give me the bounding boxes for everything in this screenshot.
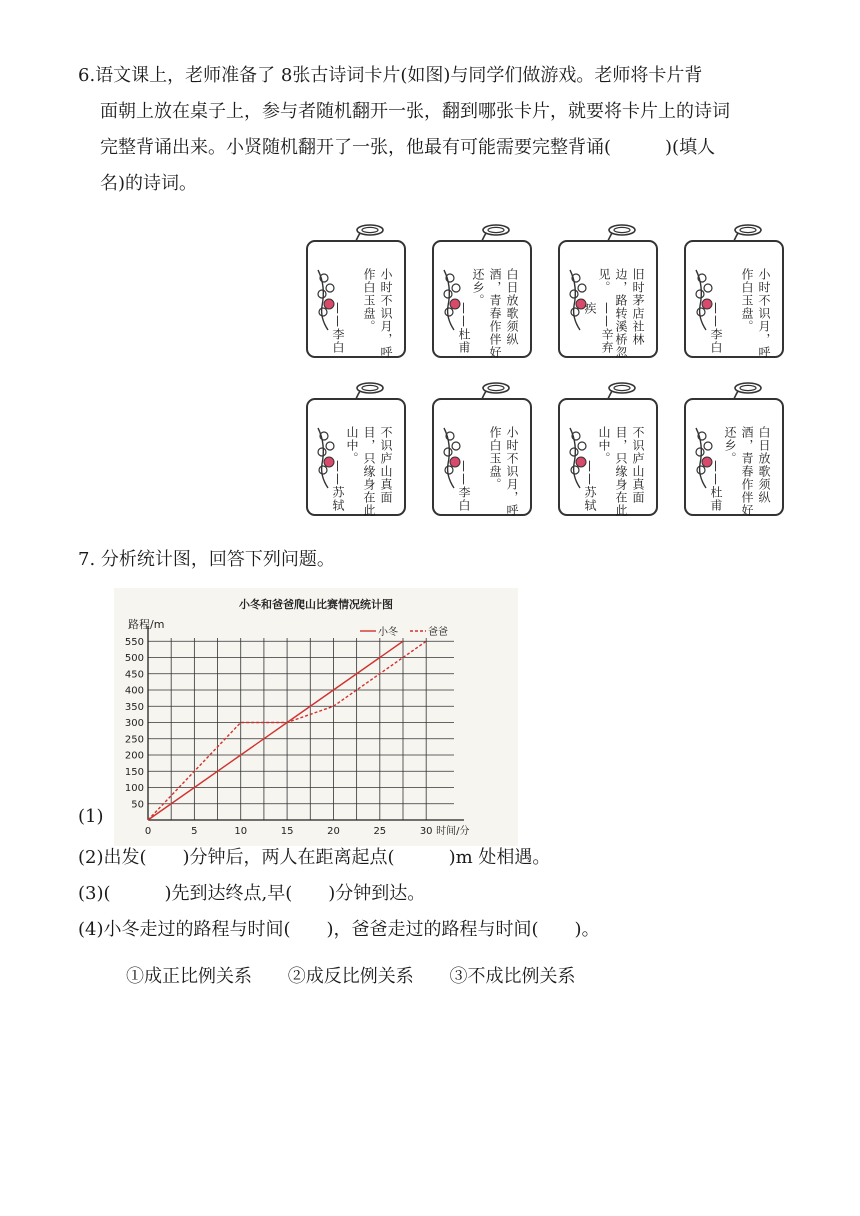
poem-card: [306, 222, 404, 359]
card-author: ——辛弃疾: [583, 302, 614, 354]
card-verse: 不识庐山真面目，只缘身在此山中。: [345, 426, 393, 517]
x-tick-label: 10: [234, 826, 248, 837]
chart-svg: [114, 588, 518, 846]
x-tick-label: 25: [373, 826, 387, 837]
card-body: [306, 398, 406, 516]
q6-line-2: 面朝上放在桌子上，参与者随机翻开一张，翻到哪张卡片，就要将卡片上的诗词: [100, 101, 730, 122]
q7-sub-1: (1): [78, 806, 104, 827]
poem-cards: [306, 222, 806, 530]
card-author: ——杜甫: [457, 302, 471, 354]
card-body: [558, 240, 658, 358]
x-tick-label: 30: [419, 826, 433, 837]
y-tick-label: 200: [124, 750, 144, 762]
card-verse: 小时不识月，呼作白玉盘。: [362, 268, 393, 359]
option-3: ③不成比例关系: [449, 966, 576, 987]
y-tick-label: 50: [131, 799, 144, 811]
card-verse: 白日放歌须纵酒，青春作伴好还乡。: [471, 268, 519, 359]
option-1: ①成正比例关系: [126, 966, 252, 987]
card-author: ——苏轼: [583, 460, 597, 512]
option-2: ②成反比例关系: [287, 966, 414, 987]
y-tick-label: 300: [124, 718, 144, 729]
q7-sub-3: (3)( )先到达终点,早( )分钟到达。: [78, 883, 426, 904]
card-verse: 旧时茅店社林边，路转溪桥忽见。: [597, 268, 645, 359]
x-tick-label: 5: [191, 826, 198, 837]
card-body: [558, 398, 658, 516]
y-tick-label: 500: [124, 653, 144, 664]
climb-chart: [114, 588, 518, 846]
poem-card: [432, 222, 530, 359]
poem-card: [558, 380, 656, 517]
q7-sub-4: (4)小冬走过的路程与时间( )，爸爸走过的路程与时间( )。: [78, 919, 600, 940]
legend-label: 爸爸: [428, 627, 448, 638]
x-tick-label: 15: [280, 826, 294, 837]
card-body: [684, 398, 784, 516]
y-tick-label: 100: [124, 783, 144, 794]
poem-card: [306, 380, 404, 517]
card-author: ——杜甫: [709, 460, 723, 512]
poem-card: [684, 222, 782, 359]
x-tick-label: 0: [144, 826, 152, 837]
q6-line-1: 6.语文课上，老师准备了 8张古诗词卡片(如图)与同学们做游戏。老师将卡片背: [78, 65, 703, 86]
card-verse: 小时不识月，呼作白玉盘。: [488, 426, 519, 517]
y-tick-label: 400: [124, 685, 144, 697]
card-author: ——李白: [709, 302, 723, 354]
q6-line-4: 名)的诗词。: [100, 173, 198, 194]
y-axis-label: 路程/m: [128, 618, 165, 631]
poem-card: [432, 380, 530, 517]
x-tick-label: 20: [327, 826, 340, 837]
q7-answers: [78, 840, 600, 948]
card-verse: 白日放歌须纵酒，青春作伴好还乡。: [723, 426, 771, 517]
y-tick-label: 550: [124, 636, 144, 648]
question-6: [78, 58, 808, 202]
series-line: [148, 641, 403, 820]
chart-title: 小冬和爸爸爬山比赛情况统计图: [239, 598, 393, 611]
card-author: ——苏轼: [331, 460, 345, 512]
poem-card: [558, 222, 656, 359]
card-author: ——李白: [331, 302, 345, 354]
card-verse: 不识庐山真面目，只缘身在此山中。: [597, 426, 645, 517]
card-verse: 小时不识月，呼作白玉盘。: [740, 268, 771, 359]
question-7-title: [78, 542, 808, 578]
q7-title-text: 7. 分析统计图，回答下列问题。: [78, 549, 335, 570]
x-axis-label: 时间/分: [436, 826, 470, 837]
card-author: ——李白: [457, 460, 471, 512]
y-tick-label: 450: [124, 669, 144, 681]
q6-line-3: 完整背诵出来。小贤随机翻开了一张，他最有可能需要完整背诵( )(填人: [100, 137, 716, 158]
card-body: [432, 240, 532, 358]
card-body: [432, 398, 532, 516]
q7-options: [126, 962, 605, 988]
y-tick-label: 150: [124, 766, 144, 778]
legend-label: 小冬: [378, 627, 398, 638]
y-tick-label: 250: [124, 734, 144, 746]
card-body: [684, 240, 784, 358]
poem-card: [684, 380, 782, 517]
q7-sub-2: (2)出发( )分钟后，两人在距离起点( )m 处相遇。: [78, 847, 551, 868]
y-tick-label: 350: [124, 701, 144, 713]
card-body: [306, 240, 406, 358]
